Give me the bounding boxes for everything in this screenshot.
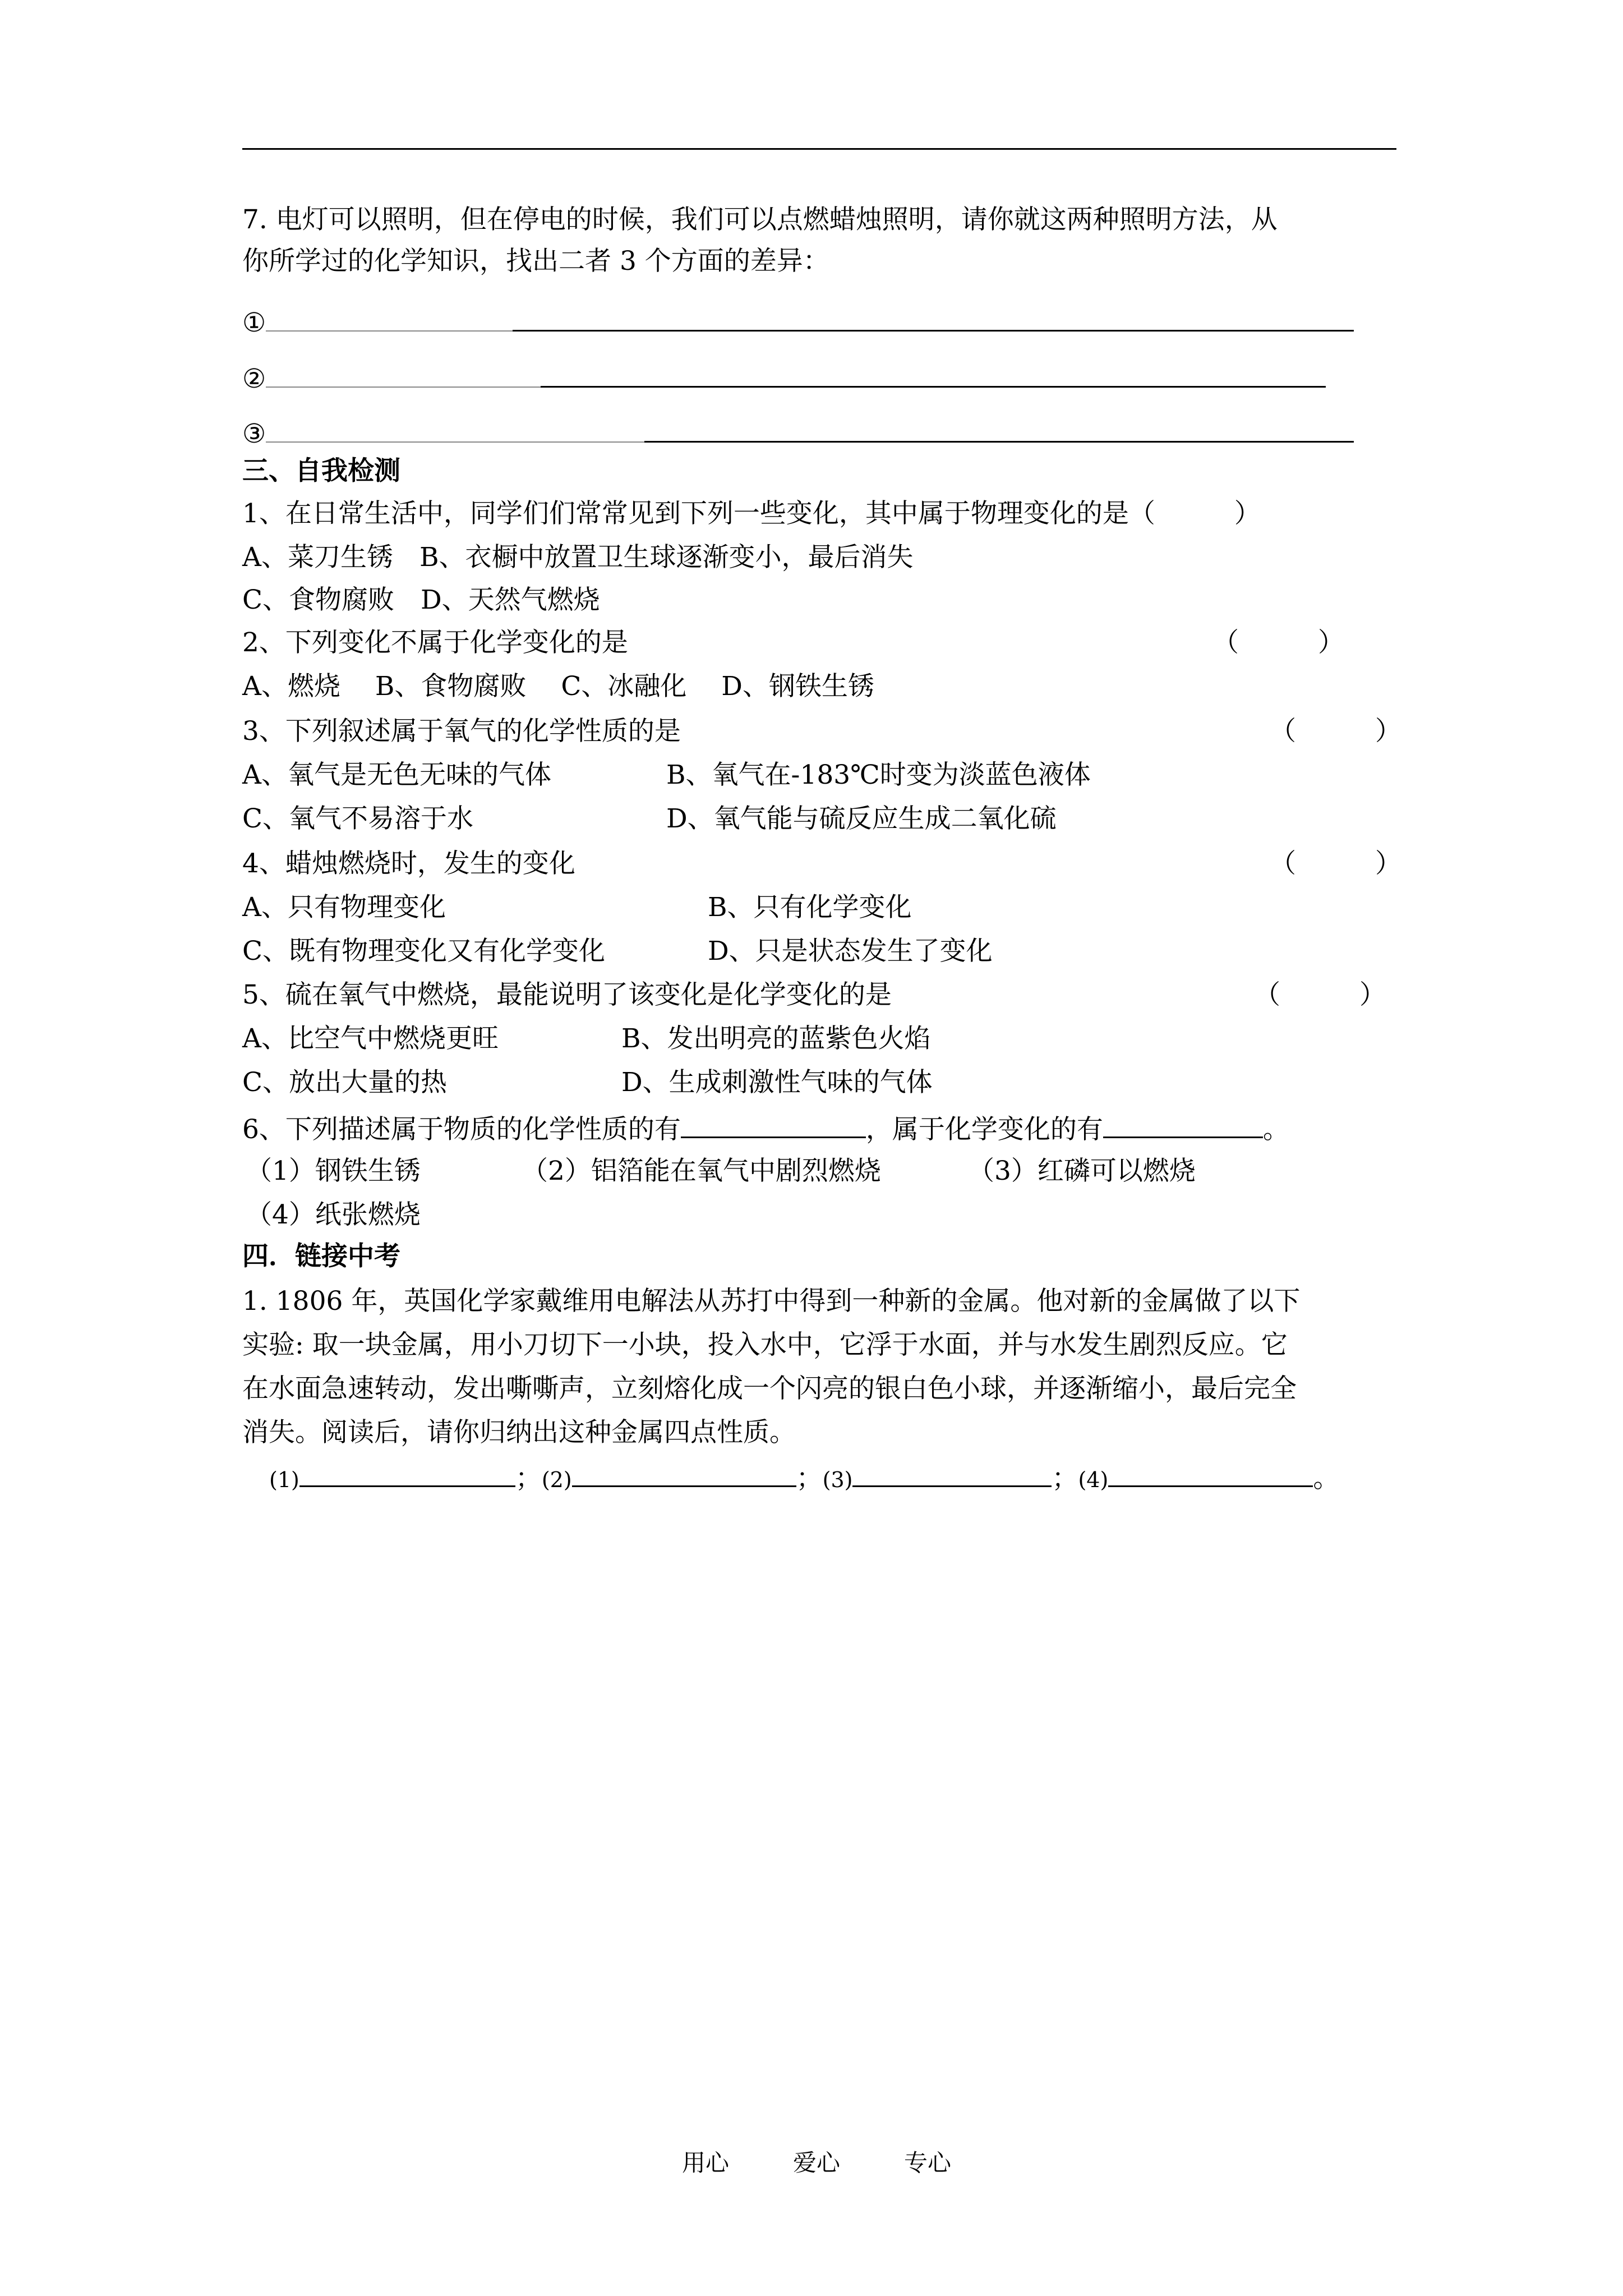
blank-2[interactable] [541,359,1326,388]
s3-q5: 5、硫在氧气中燃烧，最能说明了该变化是化学变化的是 [242,979,892,1010]
answer-line-1 [242,303,1354,340]
footer-text-1: 用心 [682,2149,730,2177]
blank-gray-1[interactable] [266,303,513,332]
s4-blank-2[interactable] [572,1464,796,1487]
s3-q4-a: A、只有物理变化 [242,892,446,923]
s4-end: 。 [1313,1463,1340,1494]
s4-answers [269,1462,1339,1497]
s3-q6-blank-1[interactable] [681,1110,866,1138]
mark-2: ② [242,364,266,394]
s3-q2-paren: （ ） [1212,627,1344,658]
s3-q1-options-a: A、菜刀生锈 B、衣橱中放置卫生球逐渐变小，最后消失 [242,542,914,573]
s3-q6-middle: ，属于化学变化的有 [865,1114,1103,1145]
s4-blank-4[interactable] [1108,1464,1313,1487]
s3-q4-paren: （ ） [1270,848,1401,879]
s3-q3: 3、下列叙述属于氧气的化学性质的是 [242,716,681,747]
s3-q4-d: D、只是状态发生了变化 [708,936,993,967]
s4-para-line4: 消失。阅读后，请你归纳出这种金属四点性质。 [242,1417,796,1448]
blank-gray-3[interactable] [266,415,644,443]
s3-q3-d: D、氧气能与硫反应生成二氧化硫 [666,803,1057,834]
s3-q3-c: C、氧气不易溶于水 [242,803,473,834]
footer-text-3: 专心 [904,2149,952,2177]
answer-line-3 [242,414,1354,451]
s3-q5-d: D、生成刺激性气味的气体 [621,1067,933,1098]
footer-text-2: 爱心 [793,2149,841,2177]
s3-q1: 1、在日常生活中，同学们们常常见到下列一些变化，其中属于物理变化的是（ ） [242,498,1261,529]
s3-q6 [242,1110,1289,1147]
s3-q3-paren: （ ） [1270,716,1401,747]
section3-title: 三、自我检测 [242,455,400,486]
s3-q2-options: A、燃烧 B、食物腐败 C、冰融化 D、钢铁生锈 [242,671,874,702]
s4-answer-label-2: (2) [541,1467,572,1492]
s3-q6-item-2: （2）铝箔能在氧气中剧烈燃烧 [522,1156,881,1186]
mark-1: ① [242,307,266,338]
s4-blank-3[interactable] [852,1464,1052,1487]
blank-3[interactable] [644,414,1354,443]
s3-q6-item-4: （4）纸张燃烧 [246,1199,421,1230]
s3-q4-b: B、只有化学变化 [708,892,912,923]
q7-line1: 7. 电灯可以照明，但在停电的时候，我们可以点燃蜡烛照明，请你就这两种照明方法，从 [242,204,1278,235]
s3-q2: 2、下列变化不属于化学变化的是 [242,627,628,658]
s3-q6-blank-2[interactable] [1103,1110,1263,1138]
s3-q4: 4、蜡烛燃烧时，发生的变化 [242,848,575,879]
s3-q5-b: B、发出明亮的蓝紫色火焰 [621,1023,931,1054]
s3-q5-a: A、比空气中燃烧更旺 [242,1023,499,1054]
section4-title: 四．链接中考 [242,1241,400,1272]
s3-q5-c: C、放出大量的热 [242,1067,447,1098]
s4-answer-label-1: (1) [269,1467,299,1492]
s3-q5-paren: （ ） [1254,979,1386,1010]
s4-answer-label-4: (4) [1078,1467,1109,1492]
s4-sep-2: ； [796,1463,823,1494]
header-rule [242,148,1396,150]
s3-q6-end: 。 [1262,1114,1289,1145]
mark-3: ③ [242,418,266,449]
q7-line2: 你所学过的化学知识，找出二者 3 个方面的差异： [242,246,829,277]
s3-q3-a: A、氧气是无色无味的气体 [242,760,551,790]
s3-q1-options-b: C、食物腐败 D、天然气燃烧 [242,585,600,615]
s4-sep-1: ； [515,1463,542,1494]
s3-q6-item-3: （3）红磷可以燃烧 [968,1156,1196,1186]
s4-sep-3: ； [1052,1463,1078,1494]
s4-blank-1[interactable] [299,1464,515,1487]
blank-1[interactable] [513,303,1354,332]
s4-para-line1: 1. 1806 年，英国化学家戴维用电解法从苏打中得到一种新的金属。他对新的金属做了以下 [242,1286,1301,1317]
answer-line-2 [242,359,1326,396]
s4-para-line3: 在水面急速转动，发出嘶嘶声，立刻熔化成一个闪亮的银白色小球，并逐渐缩小，最后完全 [242,1373,1297,1404]
s3-q6-prefix: 6、下列描述属于物质的化学性质的有 [242,1114,681,1145]
s3-q6-item-1: （1）钢铁生锈 [246,1156,421,1186]
s4-para-line2: 实验: 取一块金属，用小刀切下一小块，投入水中，它浮于水面，并与水发生剧烈反应。它 [242,1329,1288,1360]
blank-gray-2[interactable] [266,360,541,388]
s4-answer-label-3: (3) [822,1467,853,1492]
s3-q3-b: B、氧气在-183℃时变为淡蓝色液体 [666,760,1091,790]
s3-q4-c: C、既有物理变化又有化学变化 [242,936,605,967]
